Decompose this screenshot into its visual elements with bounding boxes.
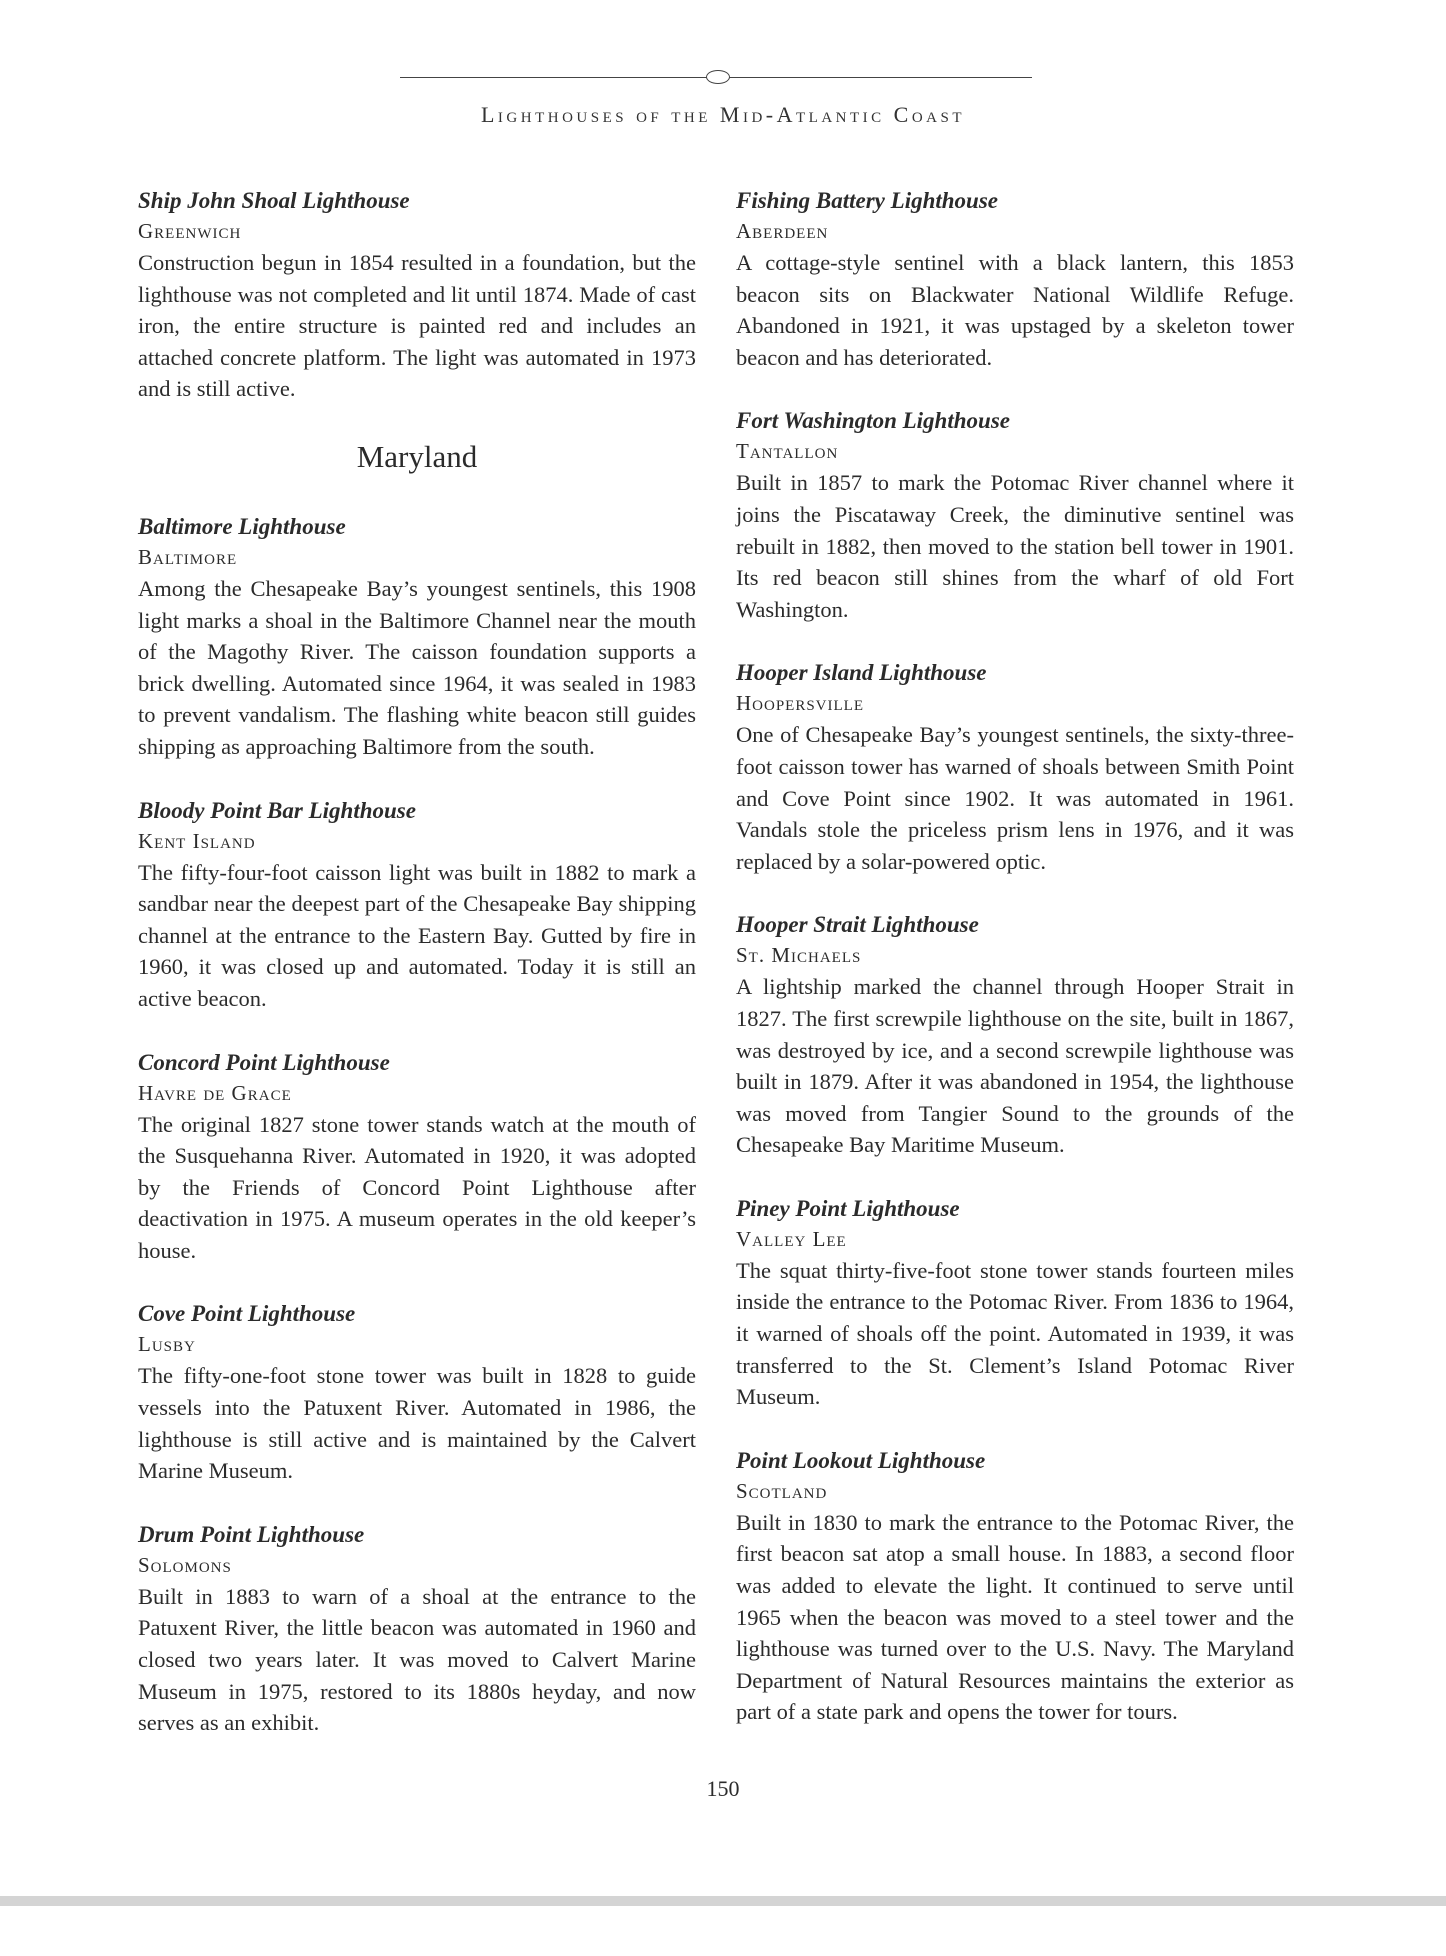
entry bbox=[736, 185, 1294, 373]
entry-description: The original 1827 stone tower stands watch at the mouth of the Susquehanna River. Automated in 1920, it was adopted by the Friends of Concord Point Lighthouse after deactivation in 1975. A museum operates in the old keeper’s house. bbox=[138, 1111, 696, 1263]
page-number: 150 bbox=[706, 1776, 740, 1801]
entry bbox=[138, 1047, 696, 1267]
entry-title: Concord Point Lighthouse bbox=[138, 1049, 390, 1075]
entry bbox=[736, 657, 1294, 877]
entry bbox=[138, 511, 696, 763]
entry bbox=[138, 185, 696, 405]
entry-location: Hoopersville bbox=[736, 691, 864, 716]
entry-title: Hooper Island Lighthouse bbox=[736, 660, 987, 686]
entry-title: Baltimore Lighthouse bbox=[138, 513, 346, 539]
entry-description: Built in 1830 to mark the entrance to the Potomac River, the first beacon sat atop a small house. In 1883, a second floor was added to elevate the light. It continued to serve until 1965 when the beacon was moved to a steel tower and the lighthouse was turned over to the U.S. Navy. The Maryland Department of Natural Resources maintains the exterior as part of a state park and opens the tower for tours. bbox=[736, 1509, 1294, 1725]
entry-location: Scotland bbox=[736, 1478, 828, 1503]
entry-location: Lusby bbox=[138, 1332, 196, 1357]
entry-title: Cove Point Lighthouse bbox=[138, 1301, 356, 1327]
right-column bbox=[736, 185, 1294, 1760]
entry-description: A lightship marked the channel through Hooper Strait in 1827. The first screwpile lighthouse on the site, built in 1867, was destroyed by ice, and a second screwpile lighthouse was built in 1879. After it was abandoned in 1954, the lighthouse was moved from Tangier Sound to the grounds of the Chesapeake Bay Maritime Museum. bbox=[736, 974, 1294, 1158]
entry-title: Point Lookout Lighthouse bbox=[736, 1447, 986, 1473]
entry-location: Baltimore bbox=[138, 544, 238, 569]
entry-description: One of Chesapeake Bay’s youngest sentinels, the sixty-three-foot caisson tower has warned of shoals between Smith Point and Cove Point since 1902. It was automated in 1961. Vandals stole the priceless prism lens in 1976, and it was replaced by a solar-powered optic. bbox=[736, 722, 1294, 874]
entry bbox=[138, 1519, 696, 1739]
entry bbox=[736, 909, 1294, 1161]
entry-description: The fifty-four-foot caisson light was built in 1882 to mark a sandbar near the deepest part of the Chesapeake Bay shipping channel at the entrance to the Eastern Bay. Gutted by fire in 1960, it was closed up and automated. Today it is still an active beacon. bbox=[138, 859, 696, 1011]
entry-location: Kent Island bbox=[138, 828, 256, 853]
entry-title: Piney Point Lighthouse bbox=[736, 1195, 960, 1221]
section-heading: Maryland bbox=[356, 438, 478, 474]
entry-description: A cottage-style sentinel with a black lantern, this 1853 beacon sits on Blackwater National Wildlife Refuge. Abandoned in 1921, it was upstaged by a skeleton tower beacon and has deteriorated. bbox=[736, 250, 1294, 370]
entry-location: St. Michaels bbox=[736, 943, 862, 968]
viewer-bottom-bar bbox=[0, 1896, 1446, 1906]
entry-description: Built in 1883 to warn of a shoal at the entrance to the Patuxent River, the little beacon was automated in 1960 and closed two years later. It was moved to Calvert Marine Museum in 1975, restored to its 1880s heyday, and now serves as an exhibit. bbox=[138, 1583, 696, 1736]
entry-description: Construction begun in 1854 resulted in a foundation, but the lighthouse was not completed and lit until 1874. Made of cast iron, the entire structure is painted red and includes an attached concrete platform. The light was automated in 1973 and is still active. bbox=[138, 250, 696, 402]
entry-location: Tantallon bbox=[736, 439, 839, 464]
entry bbox=[138, 795, 696, 1015]
entry-description: Built in 1857 to mark the Potomac River channel where it joins the Piscataway Creek, the diminutive sentinel was rebuilt in 1882, then moved to the station bell tower in 1901. Its red beacon still shines from the wharf of old Fort Washington. bbox=[736, 470, 1294, 622]
entry-location: Valley Lee bbox=[736, 1226, 847, 1251]
entry bbox=[736, 405, 1294, 625]
entry-description: The fifty-one-foot stone tower was built in 1828 to guide vessels into the Patuxent River. Automated in 1986, the lighthouse is still active and is maintained by the Calvert Marine Museum. bbox=[138, 1363, 696, 1484]
header-ornament-icon bbox=[706, 70, 730, 84]
entry-title: Fishing Battery Lighthouse bbox=[736, 188, 999, 213]
entry-title: Ship John Shoal Lighthouse bbox=[138, 188, 410, 213]
entry-description: The squat thirty-five-foot stone tower stands fourteen miles inside the entrance to the Potomac River. From 1836 to 1964, it warned of shoals off the point. Automated in 1939, it was transferred to the St. Clement’s Island Potomac River Museum. bbox=[736, 1257, 1294, 1410]
entry-location: Havre de Grace bbox=[138, 1080, 292, 1105]
entry-title: Hooper Strait Lighthouse bbox=[736, 912, 979, 938]
entry-description: Among the Chesapeake Bay’s youngest sentinels, this 1908 light marks a shoal in the Baltimore Channel near the mouth of the Magothy River. The caisson foundation supports a brick dwelling. Automated since 1964, it was sealed in 1983 to prevent vandalism. The flashing white beacon still guides shipping as approaching Baltimore from the south. bbox=[138, 575, 696, 759]
entry-title: Bloody Point Bar Lighthouse bbox=[138, 797, 416, 823]
entry-title: Drum Point Lighthouse bbox=[138, 1521, 365, 1547]
running-head: Lighthouses of the Mid-Atlantic Coast bbox=[480, 102, 966, 127]
entry-title: Fort Washington Lighthouse bbox=[736, 408, 1010, 434]
entry-location: Greenwich bbox=[138, 219, 242, 243]
entry bbox=[138, 1298, 696, 1486]
entry bbox=[736, 1445, 1294, 1728]
entry-location: Solomons bbox=[138, 1552, 232, 1577]
entry-location: Aberdeen bbox=[736, 219, 829, 243]
left-column bbox=[138, 185, 696, 1771]
entry bbox=[736, 1193, 1294, 1413]
